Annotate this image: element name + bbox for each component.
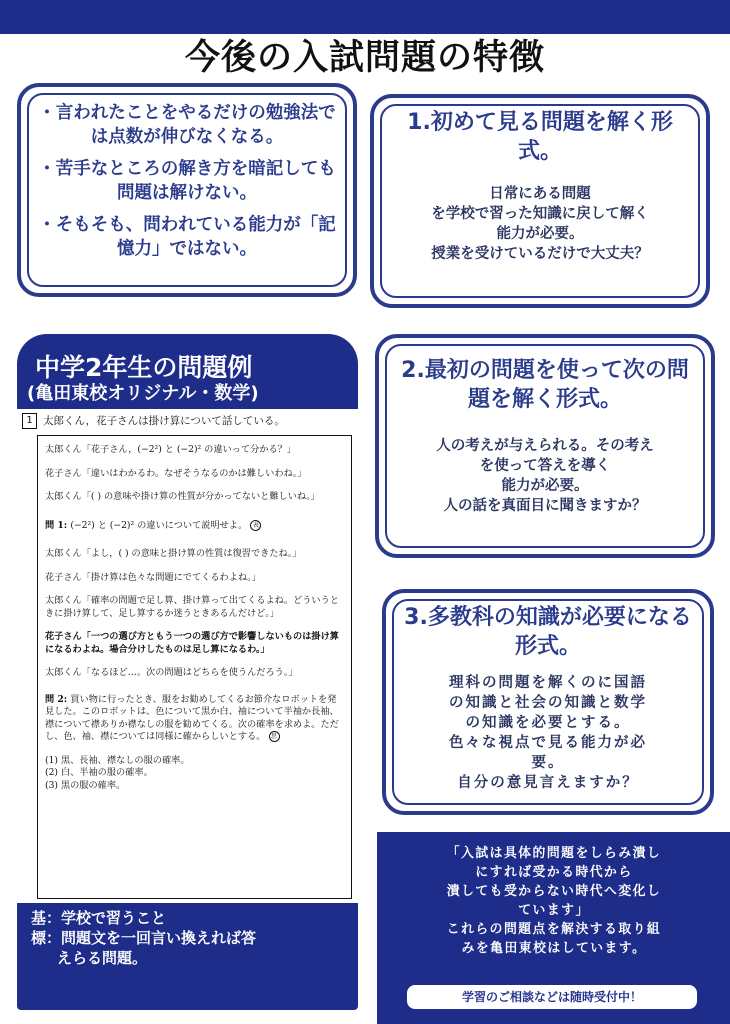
feature-heading: 3.多教科の知識が必要になる形式。	[404, 605, 692, 659]
feature-body: 人の考えが与えられる。その考え を使って答えを導く 能力が必要。 人の話を真面目に聞きますか？	[436, 438, 654, 514]
example-panel	[17, 334, 358, 1010]
feature-box-2	[375, 334, 715, 558]
dialog-line: 太郎くん「なるほど…。次の問題はどちらを使うんだろう。」	[45, 667, 298, 678]
summary-box	[17, 83, 357, 297]
answer-item: (3) 黒の服の確率。	[45, 779, 126, 791]
dialog-line: 花子さん「掛け算は色々な問題にでてくるわよね。」	[45, 571, 261, 583]
feature-heading: 2.最初の問題を使って次の問題を解く形式。	[401, 358, 689, 412]
badge-icon: 表	[250, 520, 261, 531]
feature-body: 理科の問題を解くのに国語 の知識と社会の知識と数学 の知識を必要とする。 色々な視点で見る能力が必 要。 自分の意見言えますか？	[449, 675, 647, 791]
example-footnote: 基：学校で習うこと 標：問題文を一回言い換えれば答 えらる問題。	[31, 909, 257, 967]
summary-line: ・苦手なところの解き方を暗記しても問題は解けない。	[38, 159, 336, 203]
problem-sheet	[17, 409, 358, 903]
summary-line: ・言われたことをやるだけの勉強法では点数が伸びなくなる。	[38, 103, 336, 147]
example-subtitle: (亀田東校オリジナル・数学)	[27, 383, 259, 404]
answer-item: (1) 黒、長袖、襟なしの服の確率。	[45, 754, 190, 766]
dialog-frame	[37, 435, 352, 899]
page-title: 今後の入試問題の特徴	[184, 38, 545, 78]
problem-intro: 太郎くん，花子さんは掛け算について話している。	[43, 415, 285, 427]
dialog-line: 太郎くん「よし，( ) の意味と掛け算の性質は復習できたね。」	[45, 548, 302, 559]
dialog-line: 太郎くん「花子さん，(−2²) と (−2)² の違いって分かる？」	[45, 444, 297, 455]
badge-icon: 思	[269, 731, 280, 742]
question-number: 1	[22, 413, 37, 429]
feature-box-3	[382, 589, 714, 815]
consultation-button[interactable]: 学習のご相談などは随時受付中！	[407, 985, 697, 1009]
dialog-line: 花子さん「一つの選び方ともう一つの選び方で影響しないものは掛け算になるわよね。場合分けしたものは足し算になるわ。」	[45, 631, 339, 655]
dialog-line: 太郎くん「( ) の意味や掛け算の性質が分かってないと難しいね。」	[45, 491, 320, 502]
dialog-line: 太郎くん「確率の問題で足し算、掛け算って出てくるよね。どういうときに掛け算して、足し算するか迷うときあるんだけど。」	[45, 595, 339, 619]
dialog-line: 花子さん「違いはわかるわ。なぜそうなるのかは難しいわね。」	[45, 467, 307, 479]
question-1: 問 1: (−2²) と (−2)² の違いについて説明せよ。 表	[45, 520, 345, 533]
summary-line: ・そもそも、問われている能力が「記憶力」ではない。	[38, 215, 336, 259]
top-banner	[0, 0, 730, 34]
feature-heading: 1.初めて見る問題を解く形式。	[407, 110, 673, 164]
example-title: 中学2年生の問題例	[35, 353, 253, 382]
question-2: 問 2: 買い物に行ったとき、服をお勧めしてくるお節介なロボットを発見した。このロボットは、色について黒か白、袖について半袖か長袖、襟について襟ありか襟なしの服を勧めてくる。次の確率を求めよ。ただし、色、袖、襟については同様に確からしいとする。 思	[45, 693, 339, 742]
answer-item: (2) 白、半袖の服の確率。	[45, 767, 153, 778]
feature-box-1	[370, 94, 710, 308]
promo-text: 「入試は具体的問題をしらみ潰し にすれば受かる時代から 潰しても受からない時代へ変化し ています」 これらの問題点を解決する取り組 みを亀田東校はしています。	[446, 846, 662, 956]
feature-body: 日常にある問題 を学校で習った知識に戻して解く 能力が必要。 授業を受けているだけで大丈夫？	[431, 186, 649, 262]
promo-panel	[377, 832, 730, 1024]
